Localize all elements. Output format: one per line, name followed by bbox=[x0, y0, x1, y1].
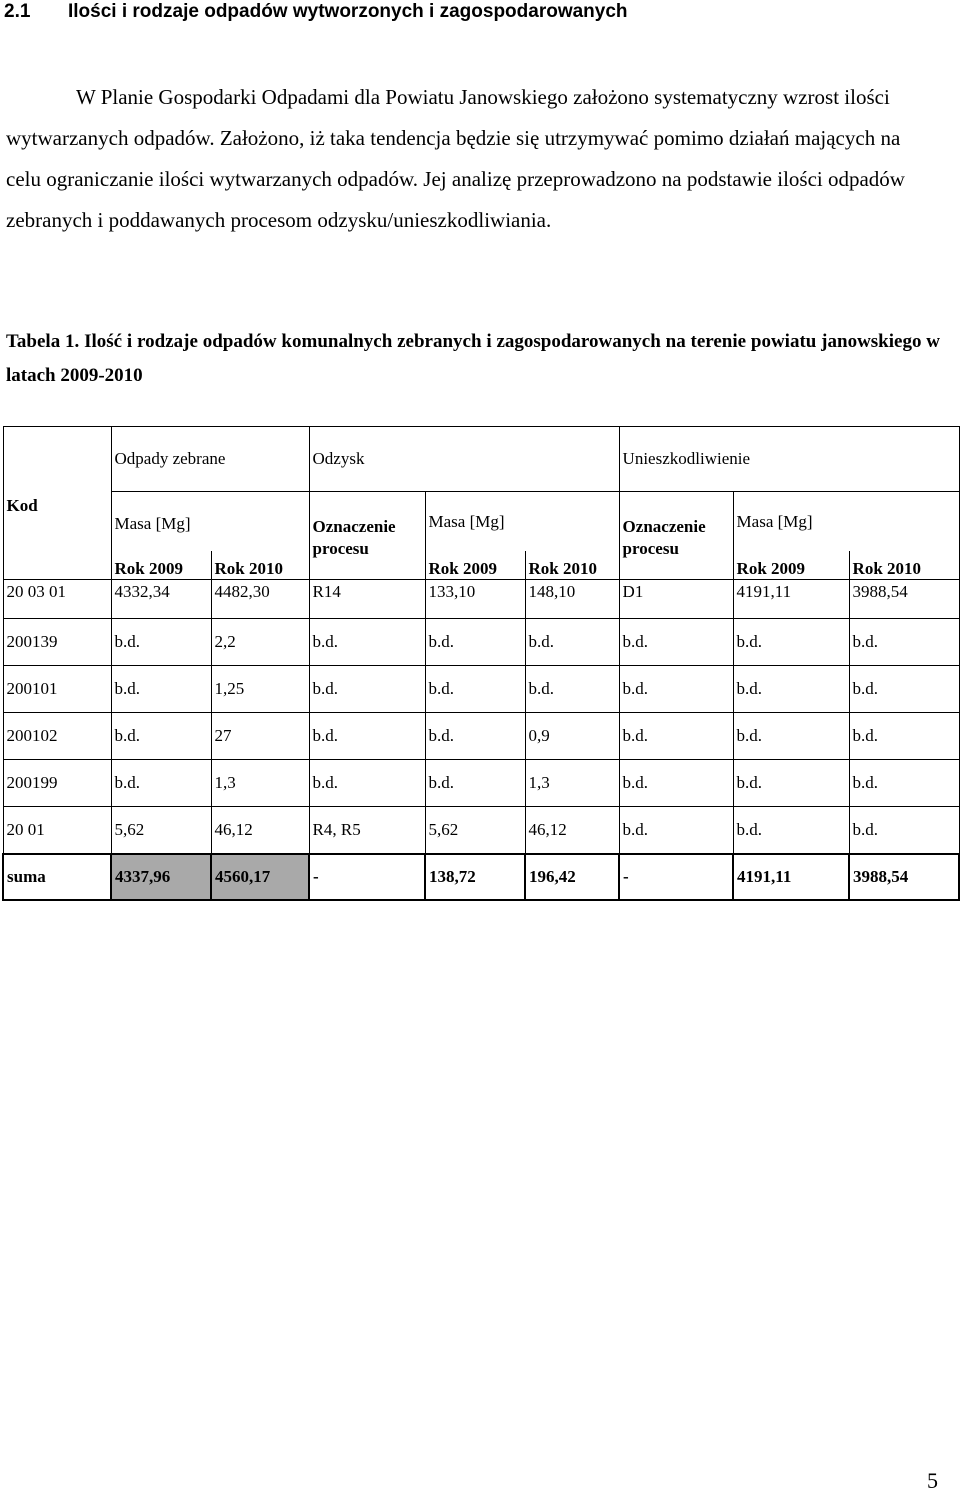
cell: b.d. bbox=[111, 713, 211, 760]
header-masa-odzysk: Masa [Mg] bbox=[425, 492, 619, 552]
intro-paragraph bbox=[6, 77, 936, 241]
sum-cell: - bbox=[309, 854, 425, 900]
header-row-groups bbox=[3, 427, 959, 492]
cell: 200101 bbox=[3, 666, 111, 713]
cell: 1,3 bbox=[211, 760, 309, 807]
cell: 148,10 bbox=[525, 580, 619, 619]
cell: b.d. bbox=[619, 666, 733, 713]
table-label: Tabela 1. bbox=[6, 331, 80, 352]
cell: 0,9 bbox=[525, 713, 619, 760]
section-heading bbox=[4, 0, 944, 24]
header-empty-cell bbox=[3, 427, 111, 492]
sum-cell: 3988,54 bbox=[849, 854, 959, 900]
cell: b.d. bbox=[849, 807, 959, 855]
cell: 20 01 bbox=[3, 807, 111, 855]
section-number: 2.1 bbox=[4, 1, 31, 22]
sum-cell: 4337,96 bbox=[111, 854, 211, 900]
page-number: 5 bbox=[927, 1468, 938, 1493]
cell: b.d. bbox=[619, 760, 733, 807]
intro-text: W Planie Gospodarki Odpadami dla Powiatu Janowskiego założono systematyczny wzrost ilości wytwarzanych odpadów. Założono, iż taka tendencja będzie się utrzymywać pomimo działań mających na celu ograniczanie ilości wytwarzanych odpadów. Jej analizę przeprowadzono na podstawie ilości odpadów zebranych i poddawanych procesom odzysku/unieszkodliwiania. bbox=[6, 85, 905, 232]
header-odzysk: Odzysk bbox=[309, 427, 619, 492]
sum-cell: 4560,17 bbox=[211, 854, 309, 900]
cell: 3988,54 bbox=[849, 580, 959, 619]
cell: 4332,34 bbox=[111, 580, 211, 619]
cell: b.d. bbox=[309, 760, 425, 807]
cell: 46,12 bbox=[211, 807, 309, 855]
header-oznaczenie-odzysk: Oznaczenie procesu bbox=[309, 492, 425, 580]
cell: b.d. bbox=[733, 619, 849, 666]
section-title: Ilości i rodzaje odpadów wytworzonych i zagospodarowanych bbox=[68, 1, 628, 22]
cell: b.d. bbox=[849, 760, 959, 807]
cell: 2,2 bbox=[211, 619, 309, 666]
table-row bbox=[3, 713, 959, 760]
sum-cell: - bbox=[619, 854, 733, 900]
cell: 133,10 bbox=[425, 580, 525, 619]
cell: b.d. bbox=[733, 666, 849, 713]
header-rok-2010-zebrane: Rok 2010 bbox=[211, 551, 309, 580]
cell: b.d. bbox=[849, 666, 959, 713]
cell: b.d. bbox=[111, 619, 211, 666]
header-rok-2010-unieszkodliwienie: Rok 2010 bbox=[849, 551, 959, 580]
cell: b.d. bbox=[425, 713, 525, 760]
cell: 1,3 bbox=[525, 760, 619, 807]
cell: b.d. bbox=[525, 666, 619, 713]
table-row bbox=[3, 619, 959, 666]
cell: 200102 bbox=[3, 713, 111, 760]
cell: 20 03 01 bbox=[3, 580, 111, 619]
table-row bbox=[3, 760, 959, 807]
cell: b.d. bbox=[849, 619, 959, 666]
cell: b.d. bbox=[111, 666, 211, 713]
sum-cell: 196,42 bbox=[525, 854, 619, 900]
cell: b.d. bbox=[619, 713, 733, 760]
cell: R4, R5 bbox=[309, 807, 425, 855]
sum-row bbox=[3, 854, 959, 900]
cell: b.d. bbox=[111, 760, 211, 807]
cell: b.d. bbox=[619, 807, 733, 855]
cell: b.d. bbox=[425, 666, 525, 713]
cell: 46,12 bbox=[525, 807, 619, 855]
cell: 5,62 bbox=[111, 807, 211, 855]
header-unieszkodliwienie: Unieszkodliwienie bbox=[619, 427, 959, 492]
waste-table bbox=[2, 426, 960, 901]
cell: D1 bbox=[619, 580, 733, 619]
header-row-years bbox=[3, 551, 959, 580]
cell: 200199 bbox=[3, 760, 111, 807]
cell: b.d. bbox=[849, 713, 959, 760]
cell: b.d. bbox=[425, 619, 525, 666]
header-rok-2009-unieszkodliwienie: Rok 2009 bbox=[733, 551, 849, 580]
header-oznaczenie-unieszkodliwienie: Oznaczenie procesu bbox=[619, 492, 733, 580]
sum-label: suma bbox=[3, 854, 111, 900]
cell: 4191,11 bbox=[733, 580, 849, 619]
cell: b.d. bbox=[733, 760, 849, 807]
sum-cell: 138,72 bbox=[425, 854, 525, 900]
cell: b.d. bbox=[309, 713, 425, 760]
header-odpady-zebrane: Odpady zebrane bbox=[111, 427, 309, 492]
cell: b.d. bbox=[733, 807, 849, 855]
cell: b.d. bbox=[619, 619, 733, 666]
cell: 4482,30 bbox=[211, 580, 309, 619]
table-row bbox=[3, 807, 959, 855]
header-masa-zebrane: Masa [Mg] bbox=[111, 492, 309, 552]
cell: 1,25 bbox=[211, 666, 309, 713]
cell: b.d. bbox=[309, 619, 425, 666]
header-rok-2010-odzysk: Rok 2010 bbox=[525, 551, 619, 580]
cell: 27 bbox=[211, 713, 309, 760]
cell: b.d. bbox=[309, 666, 425, 713]
cell: R14 bbox=[309, 580, 425, 619]
cell: 200139 bbox=[3, 619, 111, 666]
cell: b.d. bbox=[425, 760, 525, 807]
cell: b.d. bbox=[733, 713, 849, 760]
cell: 5,62 bbox=[425, 807, 525, 855]
sum-cell: 4191,11 bbox=[733, 854, 849, 900]
table-row bbox=[3, 666, 959, 713]
header-rok-2009-zebrane: Rok 2009 bbox=[111, 551, 211, 580]
table-caption bbox=[6, 325, 940, 393]
header-kod: Kod bbox=[3, 492, 111, 580]
table-row bbox=[3, 580, 959, 619]
header-row-masa bbox=[3, 492, 959, 552]
table-title: Ilość i rodzaje odpadów komunalnych zebranych i zagospodarowanych na terenie powiatu janowskiego w latach 2009-2010 bbox=[6, 331, 941, 386]
header-rok-2009-odzysk: Rok 2009 bbox=[425, 551, 525, 580]
cell: b.d. bbox=[525, 619, 619, 666]
header-masa-unieszkodliwienie: Masa [Mg] bbox=[733, 492, 959, 552]
